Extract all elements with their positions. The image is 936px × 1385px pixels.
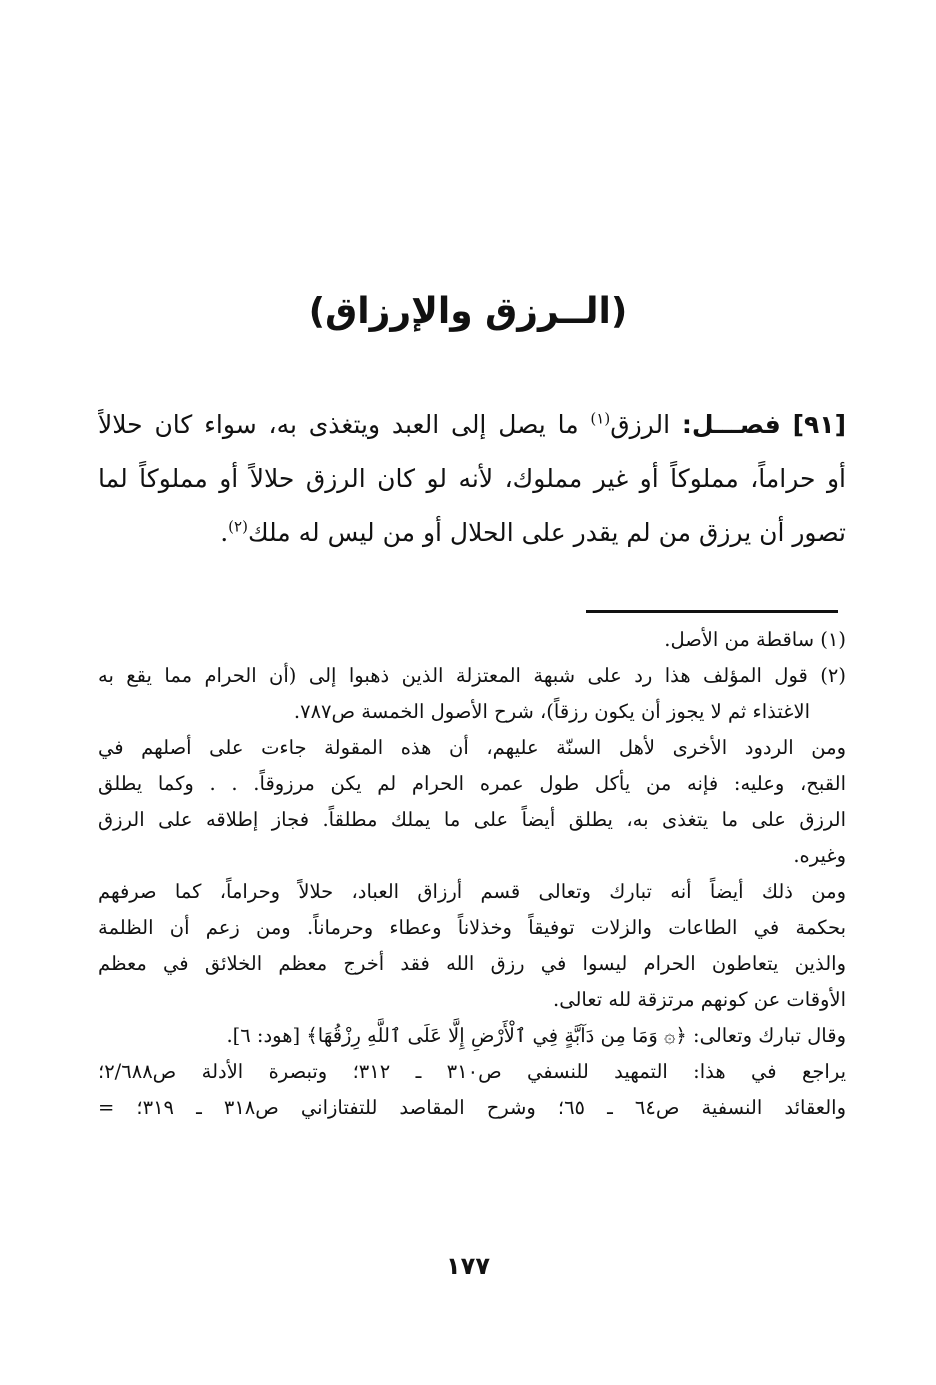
footnote-2-line: وغيره. — [793, 844, 846, 867]
footnote-2-line — [98, 658, 846, 694]
main-paragraph — [98, 398, 846, 560]
footnote-2-line: الاغتذاء ثم لا يجوز أن يكون رزقاً)، شرح الأصول الخمسة ص٧٨٧. — [293, 700, 810, 723]
footnote-separator — [586, 610, 838, 613]
main-line-1 — [98, 398, 846, 452]
footnote-2-line: ومن ذلك أيضاً أنه تبارك وتعالى قسم أرزاق العباد، حلالاً وحراماً، كما صرفهم — [98, 880, 846, 903]
footnote-2-line: الرزق على ما يتغذى به، يطلق أيضاً على ما يملك مطلقاً. فجاز إطلاقه على الرزق — [98, 808, 846, 831]
footnote-2-line: الأوقات عن كونهم مرتزقة لله تعالى. — [553, 988, 846, 1011]
section-number: [٩١] — [792, 410, 846, 439]
footnote-marker: (١) — [820, 628, 846, 651]
main-line-3 — [98, 506, 846, 560]
quran-quote-line: وقال تبارك وتعالى: ﴿۞ وَمَا مِن دَآبَّةٍ فِي ٱلْأَرْضِ إِلَّا عَلَى ٱللَّهِ رِزْقُهَا﴾ [هود: ٦]. — [226, 1024, 846, 1047]
footnote-text: ساقطة من الأصل. — [664, 628, 815, 651]
footnote-text: قول المؤلف هذا رد على شبهة المعتزلة الذين ذهبوا إلى (أن الحرام مما يقع به — [98, 664, 808, 687]
footnote-2-line: والعقائد النسفية ص٦٤ ـ ٦٥؛ وشرح المقاصد للتفتازاني ص٣١٨ ـ ٣١٩؛ = — [98, 1096, 846, 1119]
chapter-title: (الــرزق والإرزاق) — [308, 291, 628, 332]
main-text-segment: الرزق — [610, 410, 671, 439]
page-number: ١٧٧ — [446, 1252, 490, 1280]
footnote-ref-1[interactable]: (١) — [590, 409, 611, 428]
main-text-segment: ما يصل إلى العبد ويتغذى به، سواء كان حلالاً — [98, 410, 579, 439]
footnote-2-line: والذين يتعاطون الحرام ليسوا في رزق الله فقد أخرج معظم الخلائق في معظم — [98, 952, 846, 975]
footnote-ref-2[interactable]: (٢) — [228, 517, 248, 536]
footnote-2-line: بحكمة في الطاعات والزلات توفيقاً وخذلاناً وعطاء وحرماناً. ومن زعم أن الظلمة — [98, 916, 846, 939]
footnote-2-line: ومن الردود الأخرى لأهل السنّة عليهم، أن هذه المقولة جاءت على أصلهم في — [98, 736, 846, 759]
footnote-2-line: يراجع في هذا: التمهيد للنسفي ص٣١٠ ـ ٣١٢؛ وتبصرة الأدلة ص٢/٦٨٨؛ — [98, 1060, 846, 1083]
section-label: فصـــل: — [681, 410, 781, 439]
main-text-end: . — [220, 518, 229, 547]
footnote-1 — [98, 622, 846, 658]
main-line-2: أو حراماً، مملوكاً أو غير مملوك، لأنه لو كان الرزق حلالاً أو مملوكاً لما — [98, 464, 846, 493]
footnote-2-line: القبح، وعليه: فإنه من يأكل طول عمره الحرام لم يكن مرزوقاً. . . وكما يطلق — [98, 772, 846, 795]
footnotes — [98, 622, 846, 1126]
main-text-segment: تصور أن يرزق من لم يقدر على الحلال أو من ليس له ملك — [247, 518, 846, 547]
footnote-marker: (٢) — [820, 664, 846, 687]
